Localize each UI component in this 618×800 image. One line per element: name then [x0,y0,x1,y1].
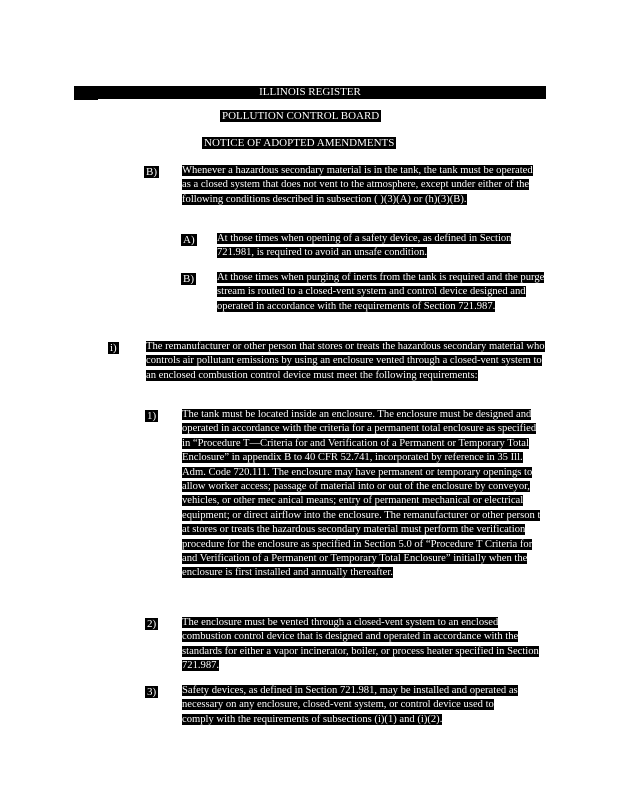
item-b-label: B) [146,166,157,178]
item-i-2-paragraph [182,616,546,674]
item-b-b-paragraph [217,271,547,314]
item-b-a-label: A) [183,234,195,246]
notice-title: NOTICE OF ADOPTED AMENDMENTS [204,137,395,149]
item-i-1-text: The tank must be located inside an enclosure. The enclosure must be designed and operated in accordance with the criteria for a permanent total enclosure as specified in “Procedure T—Criteria for and Verification of a Permanent or Temporary Total Enclosure” in appendix B to 40 CFR 52.741, incorporated by reference in 35 Ill. Adm. Code 720.111. The enclosure may have permanent or temporary openings to allow worker access; passage of material into or out of the enclosure by conveyor, vehicles, or other mec anical means; entry of permanent mechanical or electrical equipment; or direct airflow into the enclosure. The remanufacturer or other person t at stores or treats the hazardous secondary material must perform the verification procedure for the enclosure as specified in Section 5.0 of “Procedure T Criteria for and Verification of a Permanent or Temporary Total Enclosure” initially when the enclosure is first installed and annually thereafter. [182,409,541,579]
item-i-text: The remanufacturer or other person that stores or treats the hazardous secondary material who controls air pollutant emissions by using an enclosure vented through a closed-vent system to an enclosed combustion control device must meet the following requirements: [146,341,545,381]
item-i-1-paragraph [182,408,546,581]
item-i-3-text: Safety devices, as defined in Section 721.981, may be installed and operated as necessary on any enclosure, closed-vent system, or control device used to comply with the requirements of subsections (i)(1) and (i)(2). [182,685,518,725]
item-b-a-paragraph [217,232,521,261]
item-i-3-paragraph [182,684,528,727]
item-b-b-text: At those times when purging of inerts from the tank is required and the purge stream is routed to a closed-vent system and control device designed and operated in accordance with the requirements of Section 721.987. [217,272,545,312]
item-i-paragraph [146,340,546,383]
journal-title: ILLINOIS REGISTER [259,86,361,98]
item-b-paragraph [182,164,540,207]
item-i-2-label: 2) [147,618,157,630]
item-b-b-label: B) [183,273,194,285]
header-rule [74,98,98,100]
board-title: POLLUTION CONTROL BOARD [222,110,380,122]
item-b-text: Whenever a hazardous secondary material is in the tank, the tank must be operated as a closed system that does not vent to the atmosphere, except under either of the following conditions described in subsection ( )(3)(A) or (h)(3)(B). [182,165,533,205]
item-b-a-text: At those times when opening of a safety device, as defined in Section 721.981, is required to avoid an unsafe condition. [217,233,512,259]
item-i-2-text: The enclosure must be vented through a closed-vent system to an enclosed combustion control device that is designed and operated in accordance with the standards for either a vapor incinerator, boiler, or process heater specified in Section 721.987. [182,617,539,672]
item-i-3-label: 3) [147,686,157,698]
item-i-1-label: 1) [147,410,157,422]
item-i-label: i) [110,342,117,354]
register-header-bar [74,86,546,99]
